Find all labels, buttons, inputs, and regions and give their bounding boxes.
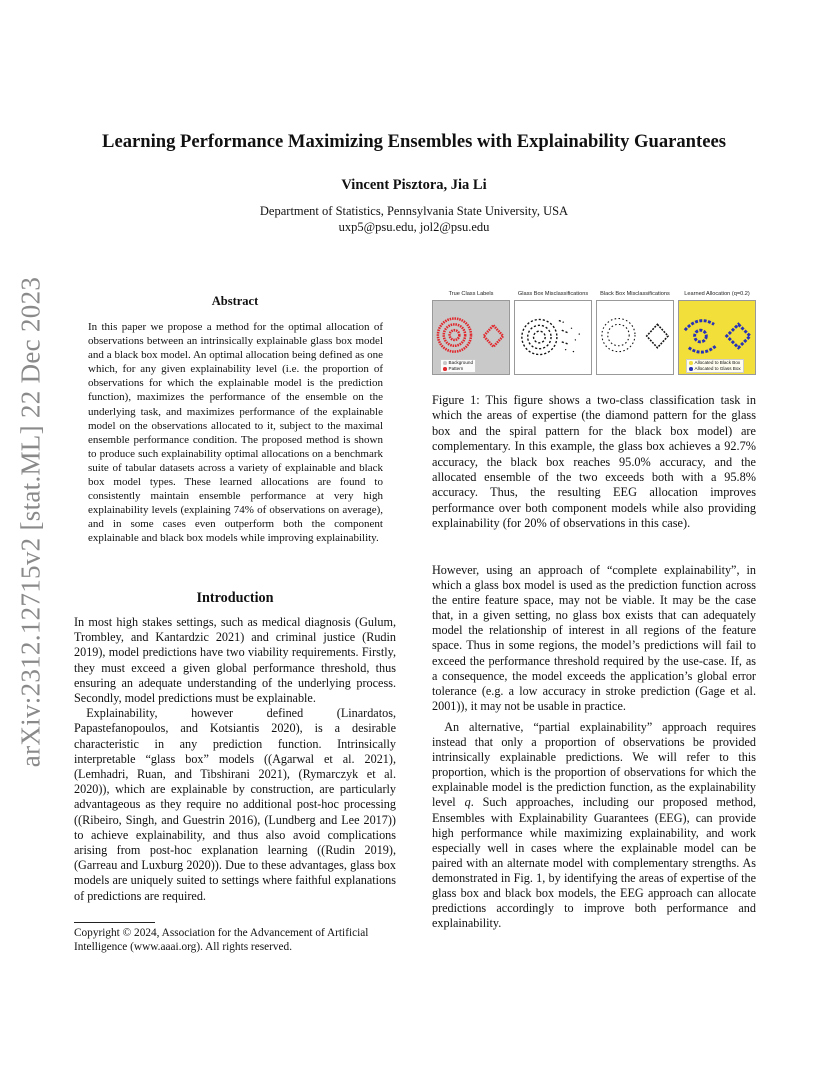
- legend: [440, 359, 476, 373]
- right-paragraph-2: An alternative, “partial explainability” approach requires instead that only a proportion of observations be provided intrinsically explainable predictions. We will refer to this proportion, which is the proportion of observations for which the explainable model is the prediction function, as the explainability level q. Such approaches, including our proposed method, Ensembles with Explainability Guarantees (EEG), can provide high performance while maximizing explainability, and work especially well in cases where the explainable model can be paired with an alternate model with complementary strengths. As demonstrated in Fig. 1, by identifying the areas of expertise of the glass box and black box models, the EEG approach can allocate predictions accordingly to improve both performance and explainability.: [432, 719, 756, 931]
- legend-swatch-black-box: [689, 361, 693, 365]
- glass-box-errors-svg: [515, 301, 591, 374]
- scatter-plot: [514, 300, 592, 375]
- arxiv-stamp-text: arXiv:2312.12715v2 [stat.ML] 22 Dec 2023: [15, 276, 46, 768]
- panel-true-class-labels: [432, 290, 510, 385]
- scatter-plot: [596, 300, 674, 375]
- diamond-errors: [647, 324, 668, 347]
- panel-glass-box-misclassifications: [514, 290, 592, 385]
- scatter-plot: [432, 300, 510, 375]
- panel-learned-allocation: [678, 290, 756, 385]
- legend-label: Allocated to Black Box: [694, 360, 741, 365]
- legend-label: Pattern: [448, 366, 464, 371]
- emails: uxp5@psu.edu, jol2@psu.edu: [338, 219, 490, 234]
- scattered-errors: [565, 328, 580, 353]
- affiliation: Department of Statistics, Pennsylvania State University, USA: [259, 204, 569, 218]
- figure-1: [432, 290, 756, 385]
- legend: [686, 359, 744, 373]
- introduction-heading: Introduction: [196, 590, 274, 606]
- panel-title: True Class Labels: [448, 291, 494, 297]
- panel-title: Glass Box Misclassifications: [517, 291, 589, 297]
- misclassified-points: [522, 319, 569, 354]
- right-paragraph-1: However, using an approach of “complete explainability”, in which a glass box model is used as the prediction function across the entire feature space, may not be viable. It may be the case that, in a given setting, no glass box exists that can adequately model the relationship of interest in all regions of the feature space. Thus in some regions, the model’s predictions will fail to exceed the performance threshold required by the use-case. If, as a consequence, the model exceeds the application’s global error tolerance (e.g. a low accuracy in stroke prediction (Gage et al. 2001)), it may not be usable in practice.: [432, 563, 756, 713]
- copyright-footnote: Copyright © 2024, Association for the Advancement of Artificial Intelligence (www.aaai.org). All rights reserved.: [74, 927, 369, 954]
- black-box-errors-svg: [597, 301, 673, 374]
- legend-swatch-background: [443, 361, 447, 365]
- panel-black-box-misclassifications: [596, 290, 674, 385]
- legend-label: Background: [448, 360, 474, 365]
- right-column-body: [432, 563, 756, 931]
- affiliation-block: [60, 204, 768, 235]
- legend-swatch-pattern: [443, 367, 447, 371]
- footnote-rule: [74, 922, 155, 923]
- abstract-heading: Abstract: [211, 294, 259, 308]
- figure-caption: Figure 1: This figure shows a two-class classification task in which the areas of expertise (the diamond pattern for the glass box and the spiral pattern for the black box model) are complementary. In this example, the glass box achieves a 92.7% accuracy, the black box reaches 95.0% accuracy, and the allocated ensemble of the two exceeds both with a 95.8% accuracy. Thus, the resulting EEG allocation improves performance over both component models while also providing explainability (for 20% of observations in this case).: [432, 393, 756, 531]
- abstract-text: In this paper we propose a method for the optimal allocation of observations between an intrinsically explainable glass box model and a black box model. An optimal allocation being defined as one which, for any given explainability level (i.e. the proportion of observations for which the explainable model is the prediction function), maximizes the performance of the ensemble on the underlying task, and maximizes performance of the explainable model on the observations allocated to it, subject to the maximal ensemble performance condition. The proposed method is shown to produce such explainability optimal allocations on a benchmark suite of tabular datasets across a variety of explainable and black box model types. These learned allocations are found to consistently maintain ensemble performance at very high explainability levels (explaining 74% of observations on average), and in some cases even outperform both the component explainable and black box models while improving explainability.: [88, 321, 383, 545]
- arxiv-stamp: [8, 268, 54, 776]
- intro-paragraph-2: Explainability, however defined (Linardatos, Papastefanopoulos, and Kotsiantis 2020), is a desirable characteristic in any prediction function. Intrinsically interpretable “glass box” models ((Agarwal et al. 2021), (Lemhadri, Ruan, and Tibshirani 2021), (Rymarczyk et al. 2020)), which are explainable by construction, are particularly advantageous as they require no additional post-hoc processing ((Ribeiro, Singh, and Guestrin 2016), (Lundberg and Lee 2017)) to achieve explainability, and thus also avoid complications arising from post-hoc explanation learning ((Rudin 2019), (Garreau and Luxburg 2020)). Due to these advantages, glass box models are uniquely suited to settings where faithful explanations of predictions are required.: [74, 706, 396, 903]
- legend-label: Allocated to Glass Box: [694, 366, 741, 371]
- misclassified-points: [602, 319, 635, 352]
- introduction-body: [74, 615, 396, 904]
- legend-swatch-glass-box: [689, 367, 693, 371]
- paper-title: Learning Performance Maximizing Ensembles with Explainability Guarantees: [102, 131, 726, 152]
- scatter-plot: [678, 300, 756, 375]
- panel-title: Learned Allocation (q=0.2): [684, 291, 750, 297]
- authors: Vincent Pisztora, Jia Li: [341, 177, 487, 193]
- panel-title: Black Box Misclassifications: [600, 291, 670, 297]
- intro-paragraph-1: In most high stakes settings, such as medical diagnosis (Gulum, Trombley, and Kantardzic 2021) and criminal justice (Rudin 2019), model predictions have two viability requirements. Firstly, they must exceed a given global performance threshold, thus ensuring an adequate understanding of the underlying process. Secondly, model predictions must be explainable.: [74, 615, 396, 706]
- math-q: q: [464, 795, 471, 810]
